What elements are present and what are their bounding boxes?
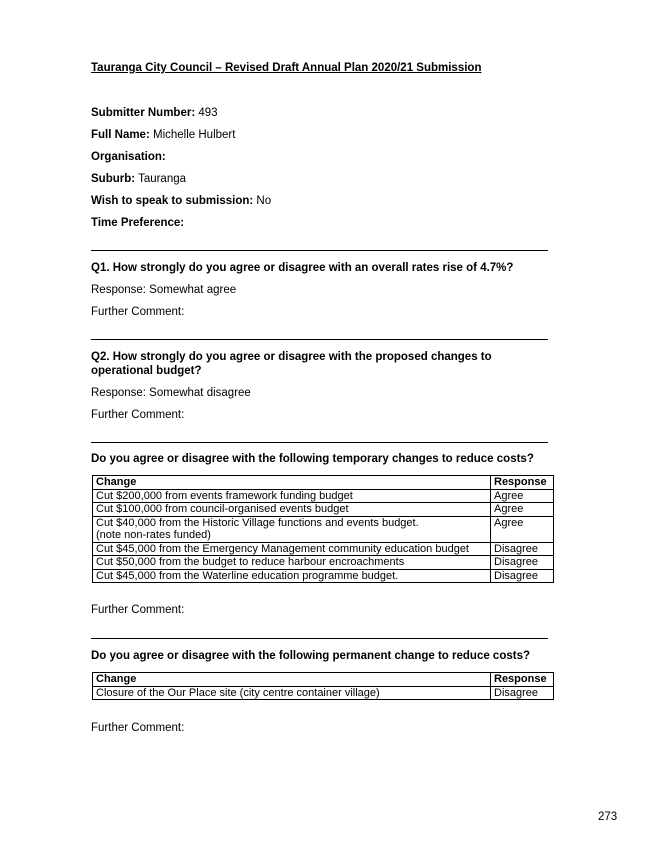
divider: [91, 442, 548, 443]
field-label: Time Preference:: [91, 217, 185, 229]
field-organisation: [91, 151, 166, 163]
header-response: Response: [491, 476, 554, 490]
field-time-preference: [91, 217, 184, 229]
change-cell: Cut $45,000 from the Emergency Management community education budget: [93, 542, 491, 556]
divider: [91, 339, 548, 340]
change-cell: Cut $40,000 from the Historic Village functions and events budget. (note non-rates funded): [93, 516, 491, 542]
response-cell: Disagree: [491, 542, 554, 556]
temporary-comment-label: Further Comment:: [91, 604, 185, 616]
table-row: [93, 516, 554, 542]
change-cell: Cut $50,000 from the budget to reduce harbour encroachments: [93, 556, 491, 570]
response-cell: Disagree: [491, 569, 554, 583]
change-cell: Cut $200,000 from events framework funding budget: [93, 489, 491, 503]
field-label: Full Name:: [91, 129, 150, 141]
field-wish-to-speak: [91, 195, 271, 207]
change-cell: Cut $100,000 from council-organised events budget: [93, 503, 491, 517]
change-cell: Cut $45,000 from the Waterline education programme budget.: [93, 569, 491, 583]
table-row: [93, 686, 554, 700]
field-submitter-number: [91, 107, 218, 119]
permanent-question: Do you agree or disagree with the following permanent change to reduce costs?: [91, 650, 530, 662]
table-row: [93, 569, 554, 583]
header-response: Response: [491, 673, 554, 687]
field-value: No: [253, 195, 272, 207]
field-suburb: [91, 173, 186, 185]
q2-comment-label: Further Comment:: [91, 409, 185, 421]
table-row: [93, 489, 554, 503]
field-value: Michelle Hulbert: [149, 129, 236, 141]
response-cell: Agree: [491, 503, 554, 517]
divider: [91, 638, 548, 639]
response-cell: Agree: [491, 516, 554, 542]
response-cell: Disagree: [491, 686, 554, 700]
document-title: Tauranga City Council – Revised Draft Annual Plan 2020/21 Submission: [91, 62, 482, 74]
response-cell: Agree: [491, 489, 554, 503]
temporary-changes-table: [92, 475, 554, 583]
permanent-comment-label: Further Comment:: [91, 722, 185, 734]
field-label: Submitter Number:: [91, 107, 196, 119]
temporary-question: Do you agree or disagree with the following temporary changes to reduce costs?: [91, 453, 534, 465]
q1-comment-label: Further Comment:: [91, 306, 185, 318]
table-row: [93, 503, 554, 517]
header-change: Change: [93, 476, 491, 490]
q2-question: Q2. How strongly do you agree or disagree with the proposed changes to operational budget?: [91, 351, 492, 377]
divider: [91, 250, 548, 251]
field-full-name: [91, 129, 235, 141]
permanent-changes-table: [92, 672, 554, 700]
page-number: 273: [598, 811, 618, 823]
field-label: Wish to speak to submission:: [91, 195, 254, 207]
q2-response: Response: Somewhat disagree: [91, 387, 251, 399]
q1-response: Response: Somewhat agree: [91, 284, 237, 296]
field-value: 493: [195, 107, 218, 119]
field-label: Suburb:: [91, 173, 136, 185]
header-change: Change: [93, 673, 491, 687]
field-label: Organisation:: [91, 151, 166, 163]
table-row: [93, 542, 554, 556]
response-cell: Disagree: [491, 556, 554, 570]
q1-question: Q1. How strongly do you agree or disagree with an overall rates rise of 4.7%?: [91, 262, 514, 274]
change-cell: Closure of the Our Place site (city centre container village): [93, 686, 491, 700]
table-header-row: [93, 673, 554, 687]
field-value: Tauranga: [135, 173, 187, 185]
table-header-row: [93, 476, 554, 490]
table-row: [93, 556, 554, 570]
